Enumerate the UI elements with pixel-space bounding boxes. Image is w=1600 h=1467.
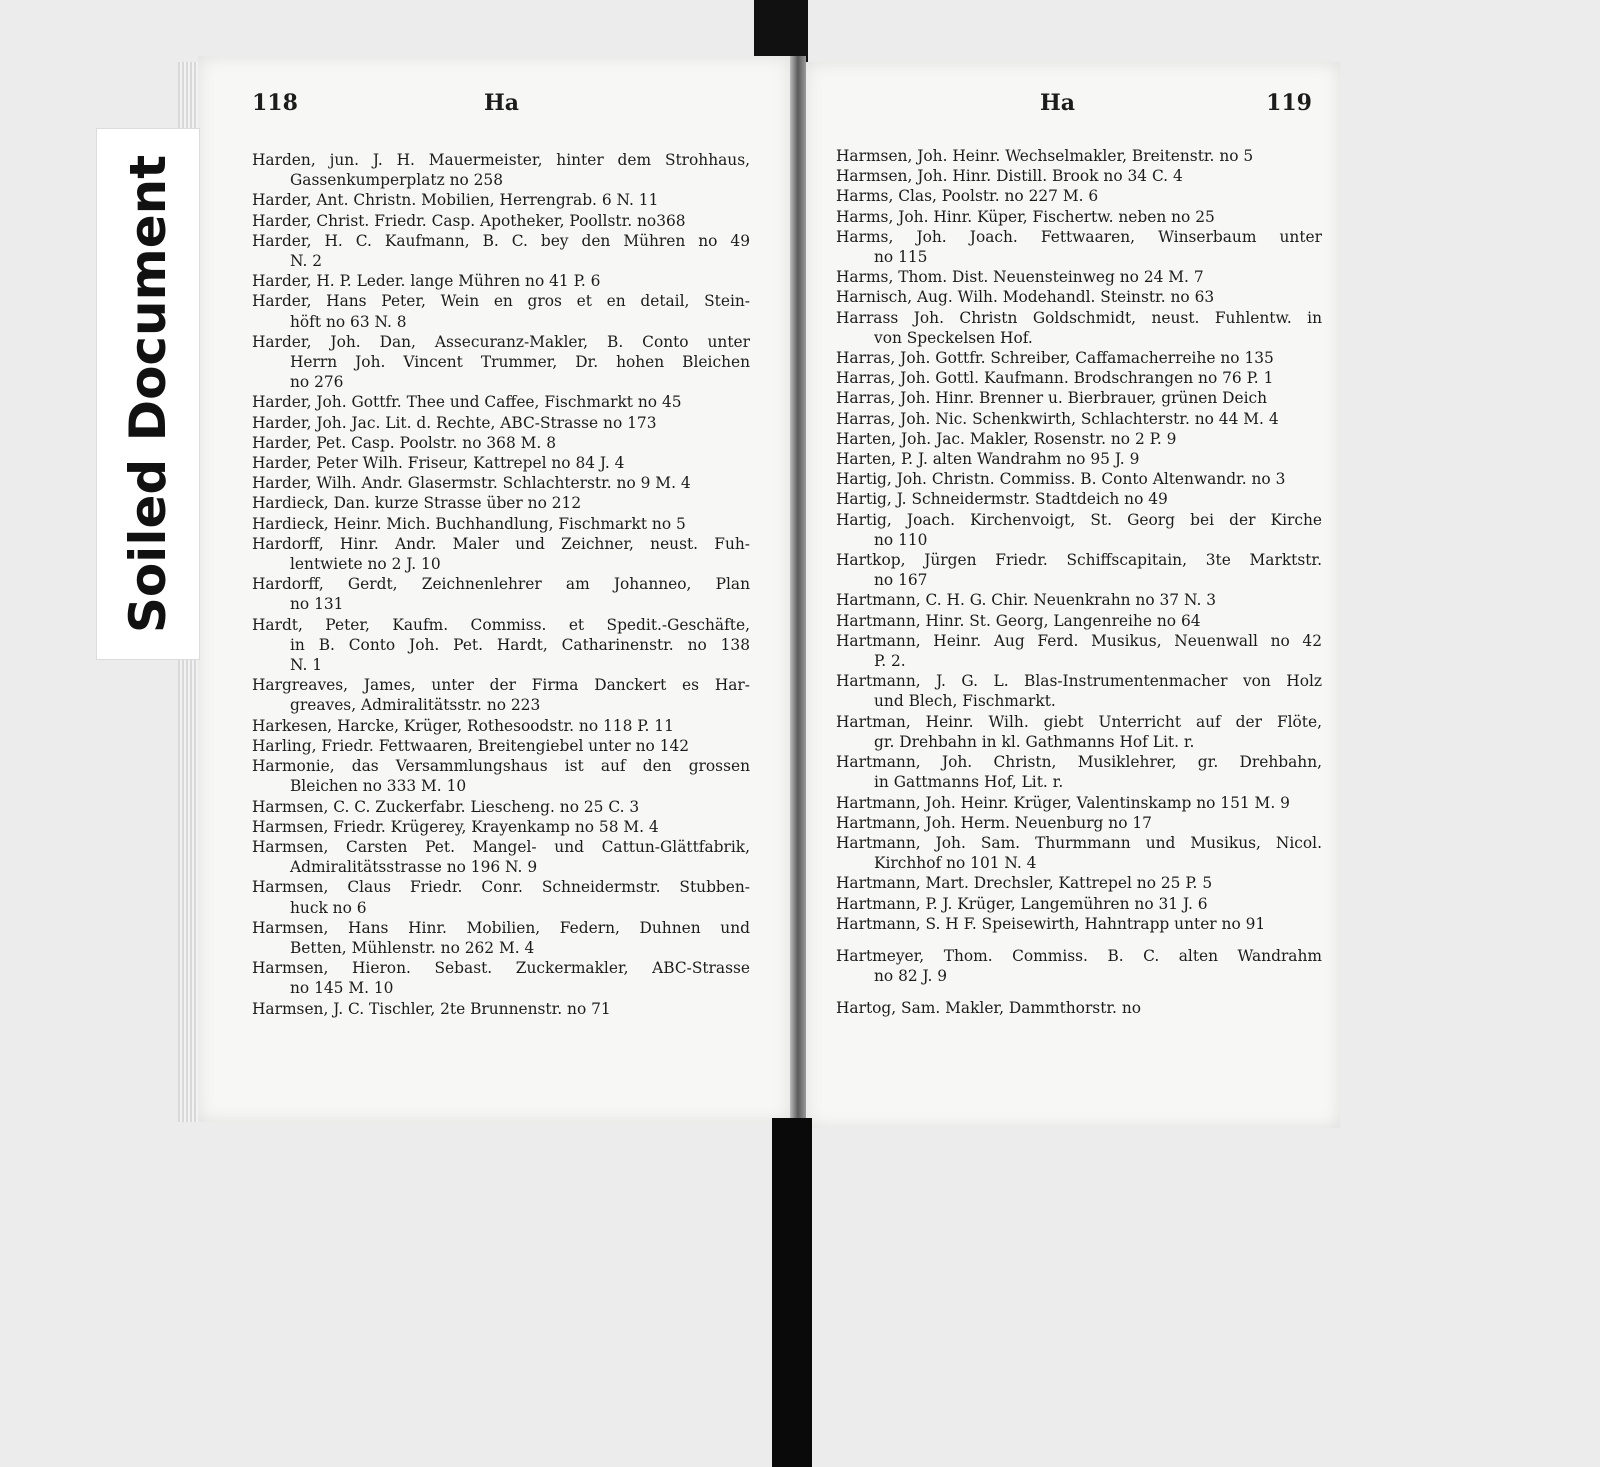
entry-line: Harmonie, das Versammlungshaus ist auf den grossen bbox=[252, 757, 750, 776]
left-page-running-head: Ha bbox=[484, 90, 520, 116]
directory-entry bbox=[836, 287, 1322, 307]
entry-line: Harrass Joh. Christn Goldschmidt, neust. Fuhlentw. in bbox=[836, 308, 1322, 327]
entry-continuation-line: no 276 bbox=[290, 373, 344, 392]
entry-line: Harras, Joh. Hinr. Brenner u. Bierbrauer, grünen Deich bbox=[836, 389, 1268, 408]
directory-entry bbox=[836, 712, 1322, 752]
entry-continuation-line: no 131 bbox=[290, 595, 344, 614]
directory-entry bbox=[836, 833, 1322, 873]
directory-entry bbox=[252, 797, 750, 817]
entry-line: Harder, Peter Wilh. Friseur, Kattrepel no 84 J. 4 bbox=[252, 454, 625, 473]
entry-line: Harmsen, Joh. Heinr. Wechselmakler, Breitenstr. no 5 bbox=[836, 147, 1254, 165]
directory-entry bbox=[836, 793, 1322, 813]
entry-line: Harden, jun. J. H. Mauermeister, hinter dem Strohhaus, bbox=[252, 151, 750, 169]
directory-entry bbox=[252, 392, 750, 412]
entry-line: Hartkop, Jürgen Friedr. Schiffscapitain, 3te Marktstr. bbox=[836, 551, 1322, 570]
entry-continuation-line: no 82 J. 9 bbox=[874, 967, 948, 986]
entry-continuation-line: no 115 bbox=[874, 248, 928, 267]
entry-continuation-line: no 110 bbox=[874, 530, 928, 549]
right-page-number: 119 bbox=[1266, 90, 1312, 116]
directory-entry bbox=[836, 489, 1322, 509]
entry-line: Hartman, Heinr. Wilh. giebt Unterricht auf der Flöte, bbox=[836, 712, 1322, 731]
entry-line: Hartig, J. Schneidermstr. Stadtdeich no 49 bbox=[836, 490, 1168, 509]
entry-continuation-line: N. 1 bbox=[290, 656, 323, 675]
directory-entry bbox=[836, 590, 1322, 610]
entry-continuation-line: no 145 M. 10 bbox=[290, 979, 394, 998]
entry-line: Harmsen, Hans Hinr. Mobilien, Federn, Duhnen und bbox=[252, 918, 750, 937]
entry-line: Hartig, Joach. Kirchenvoigt, St. Georg bei der Kirche bbox=[836, 510, 1322, 529]
directory-entry bbox=[836, 186, 1322, 206]
entry-line: Hartog, Sam. Makler, Dammthorstr. no bbox=[836, 999, 1142, 1018]
directory-entry bbox=[252, 453, 750, 473]
entry-line: Harras, Joh. Gottl. Kaufmann. Brodschrangen no 76 P. 1 bbox=[836, 369, 1274, 388]
entry-line: Harder, Hans Peter, Wein en gros et en detail, Stein- bbox=[252, 292, 750, 311]
entry-line: Harmsen, C. C. Zuckerfabr. Liescheng. no 25 C. 3 bbox=[252, 797, 640, 816]
directory-entry bbox=[836, 873, 1322, 893]
directory-entry bbox=[252, 534, 750, 574]
entry-continuation-line: Gassenkumperplatz no 258 bbox=[290, 171, 504, 190]
entry-line: Hargreaves, James, unter der Firma Danckert es Har- bbox=[252, 676, 750, 695]
right-page-running-head: Ha bbox=[1040, 90, 1076, 116]
directory-entry bbox=[252, 413, 750, 433]
entry-continuation-line: höft no 63 N. 8 bbox=[290, 312, 407, 331]
directory-entry bbox=[252, 291, 750, 331]
directory-entry bbox=[836, 348, 1322, 368]
entry-continuation-line: gr. Drehbahn in kl. Gathmanns Hof Lit. r. bbox=[874, 732, 1195, 751]
entry-line: Harras, Joh. Gottfr. Schreiber, Caffamacherreihe no 135 bbox=[836, 349, 1274, 368]
directory-entry bbox=[836, 813, 1322, 833]
entry-line: Harmsen, Friedr. Krügerey, Krayenkamp no 58 M. 4 bbox=[252, 817, 659, 836]
directory-entry bbox=[252, 271, 750, 291]
entry-line: Harten, Joh. Jac. Makler, Rosenstr. no 2 P. 9 bbox=[836, 429, 1177, 448]
directory-entry bbox=[252, 211, 750, 231]
entry-continuation-line: Kirchhof no 101 N. 4 bbox=[874, 854, 1037, 873]
directory-entry bbox=[252, 736, 750, 756]
entry-line: Hardieck, Heinr. Mich. Buchhandlung, Fischmarkt no 5 bbox=[252, 514, 686, 533]
directory-entry bbox=[836, 388, 1322, 408]
entry-line: Hartmeyer, Thom. Commiss. B. C. alten Wandrahm bbox=[836, 946, 1322, 965]
entry-line: Hartmann, Joh. Christn, Musiklehrer, gr. Drehbahn, bbox=[836, 753, 1322, 772]
entry-line: Hartmann, Joh. Heinr. Krüger, Valentinskamp no 151 M. 9 bbox=[836, 793, 1290, 812]
directory-entry bbox=[252, 231, 750, 271]
entry-line: Hartmann, Joh. Sam. Thurmmann und Musikus, Nicol. bbox=[836, 833, 1322, 852]
entry-line: Harten, P. J. alten Wandrahm no 95 J. 9 bbox=[836, 450, 1140, 469]
entry-line: Harms, Thom. Dist. Neuensteinweg no 24 M. 7 bbox=[836, 268, 1204, 287]
directory-entry bbox=[836, 227, 1322, 267]
left-page-entries bbox=[252, 150, 750, 1019]
directory-entry bbox=[836, 946, 1322, 986]
entry-line: Hardt, Peter, Kaufm. Commiss. et Spedit.-Geschäfte, bbox=[252, 615, 750, 634]
entry-continuation-line: greaves, Admiralitätsstr. no 223 bbox=[290, 696, 541, 715]
entry-line: Harras, Joh. Nic. Schenkwirth, Schlachterstr. no 44 M. 4 bbox=[836, 409, 1279, 428]
directory-entry bbox=[252, 332, 750, 393]
entry-continuation-line: P. 2. bbox=[874, 652, 906, 671]
directory-entry bbox=[836, 166, 1322, 186]
entry-line: Hartig, Joh. Christn. Commiss. B. Conto Altenwandr. no 3 bbox=[836, 470, 1286, 489]
directory-entry bbox=[836, 146, 1322, 166]
binding-strip-bottom bbox=[772, 1118, 812, 1467]
entry-line: Hartmann, S. H F. Speisewirth, Hahntrapp unter no 91 bbox=[836, 914, 1266, 933]
directory-entry bbox=[836, 510, 1322, 550]
entry-line: Hartmann, Joh. Herm. Neuenburg no 17 bbox=[836, 813, 1152, 832]
entry-line: Harmsen, Claus Friedr. Conr. Schneidermstr. Stubben- bbox=[252, 878, 750, 897]
directory-entry bbox=[836, 409, 1322, 429]
entry-line: Hardorff, Gerdt, Zeichnenlehrer am Johanneo, Plan bbox=[252, 575, 750, 594]
entry-line: Harnisch, Aug. Wilh. Modehandl. Steinstr. no 63 bbox=[836, 288, 1215, 307]
entry-line: Harms, Joh. Joach. Fettwaaren, Winserbaum unter bbox=[836, 227, 1322, 246]
directory-entry bbox=[836, 550, 1322, 590]
directory-entry bbox=[252, 514, 750, 534]
entry-continuation-line: no 167 bbox=[874, 571, 928, 590]
directory-entry bbox=[836, 368, 1322, 388]
right-page-header bbox=[806, 62, 1340, 116]
directory-entry bbox=[836, 308, 1322, 348]
entry-continuation-line: in B. Conto Joh. Pet. Hardt, Catharinenstr. no 138 bbox=[290, 635, 750, 654]
directory-entry bbox=[252, 433, 750, 453]
entry-line: Harmsen, J. C. Tischler, 2te Brunnenstr. no 71 bbox=[252, 999, 611, 1018]
entry-line: Harder, Pet. Casp. Poolstr. no 368 M. 8 bbox=[252, 433, 556, 452]
entry-continuation-line: und Blech, Fischmarkt. bbox=[874, 692, 1056, 711]
directory-entry bbox=[252, 473, 750, 493]
directory-entry bbox=[836, 998, 1322, 1018]
entry-line: Hardieck, Dan. kurze Strasse über no 212 bbox=[252, 494, 582, 513]
entry-line: Harder, Wilh. Andr. Glasermstr. Schlachterstr. no 9 M. 4 bbox=[252, 474, 691, 493]
directory-entry bbox=[252, 190, 750, 210]
directory-entry bbox=[252, 958, 750, 998]
entry-continuation-line: Betten, Mühlenstr. no 262 M. 4 bbox=[290, 938, 535, 957]
entry-continuation-line: Herrn Joh. Vincent Trummer, Dr. hohen Bleichen bbox=[290, 353, 750, 372]
entry-line: Hartmann, Heinr. Aug Ferd. Musikus, Neuenwall no 42 bbox=[836, 631, 1322, 650]
entry-line: Harmsen, Joh. Hinr. Distill. Brook no 34 C. 4 bbox=[836, 167, 1183, 186]
left-page bbox=[198, 56, 790, 1122]
directory-entry bbox=[836, 449, 1322, 469]
entry-spacer bbox=[836, 934, 1322, 946]
directory-entry bbox=[836, 914, 1322, 934]
entry-continuation-line: lentwiete no 2 J. 10 bbox=[290, 555, 441, 574]
right-page bbox=[806, 62, 1340, 1128]
open-book bbox=[178, 56, 1348, 1126]
entry-spacer bbox=[836, 986, 1322, 998]
entry-continuation-line: von Speckelsen Hof. bbox=[874, 328, 1033, 347]
entry-line: Hartmann, J. G. L. Blas-Instrumentenmacher von Holz bbox=[836, 672, 1322, 691]
directory-entry bbox=[836, 429, 1322, 449]
entry-line: Harkesen, Harcke, Krüger, Rothesoodstr. no 118 P. 11 bbox=[252, 716, 674, 735]
entry-line: Harder, Joh. Jac. Lit. d. Rechte, ABC-Strasse no 173 bbox=[252, 413, 657, 432]
entry-continuation-line: in Gattmanns Hof, Lit. r. bbox=[874, 773, 1064, 792]
entry-line: Harmsen, Hieron. Sebast. Zuckermakler, ABC-Strasse bbox=[252, 959, 750, 978]
entry-line: Harms, Clas, Poolstr. no 227 M. 6 bbox=[836, 187, 1099, 206]
directory-entry bbox=[252, 675, 750, 715]
entry-line: Harder, H. C. Kaufmann, B. C. bey den Mühren no 49 bbox=[252, 231, 750, 250]
directory-entry bbox=[836, 631, 1322, 671]
directory-entry bbox=[252, 918, 750, 958]
directory-entry bbox=[836, 671, 1322, 711]
soiled-document-stamp bbox=[96, 128, 200, 660]
directory-entry bbox=[252, 615, 750, 676]
entry-line: Harder, Christ. Friedr. Casp. Apotheker, Poollstr. no368 bbox=[252, 211, 686, 230]
entry-continuation-line: Bleichen no 333 M. 10 bbox=[290, 777, 467, 796]
entry-line: Harder, Joh. Gottfr. Thee und Caffee, Fischmarkt no 45 bbox=[252, 393, 682, 412]
directory-entry bbox=[836, 207, 1322, 227]
left-page-header bbox=[198, 56, 790, 116]
entry-line: Hartmann, P. J. Krüger, Langemühren no 31 J. 6 bbox=[836, 894, 1208, 913]
entry-line: Hardorff, Hinr. Andr. Maler und Zeichner, neust. Fuh- bbox=[252, 534, 750, 553]
directory-entry bbox=[252, 877, 750, 917]
entry-continuation-line: huck no 6 bbox=[290, 898, 367, 917]
directory-entry bbox=[836, 611, 1322, 631]
directory-entry bbox=[836, 894, 1322, 914]
left-page-number: 118 bbox=[252, 90, 298, 116]
entry-line: Harling, Friedr. Fettwaaren, Breitengiebel unter no 142 bbox=[252, 736, 690, 755]
entry-line: Harder, H. P. Leder. lange Mühren no 41 P. 6 bbox=[252, 272, 601, 291]
directory-entry bbox=[252, 837, 750, 877]
directory-entry bbox=[252, 150, 750, 190]
book-gutter bbox=[790, 56, 806, 1126]
entry-line: Harder, Joh. Dan, Assecuranz-Makler, B. Conto unter bbox=[252, 332, 750, 351]
entry-line: Harder, Ant. Christn. Mobilien, Herrengrab. 6 N. 11 bbox=[252, 191, 659, 210]
entry-line: Harmsen, Carsten Pet. Mangel- und Cattun-Glättfabrik, bbox=[252, 837, 750, 856]
stamp-label: Soiled Document bbox=[119, 154, 177, 634]
directory-entry bbox=[252, 999, 750, 1019]
entry-line: Hartmann, Hinr. St. Georg, Langenreihe no 64 bbox=[836, 611, 1201, 630]
entry-continuation-line: N. 2 bbox=[290, 252, 323, 271]
directory-entry bbox=[252, 716, 750, 736]
directory-entry bbox=[252, 756, 750, 796]
directory-entry bbox=[252, 493, 750, 513]
entry-line: Harms, Joh. Hinr. Küper, Fischertw. neben no 25 bbox=[836, 207, 1215, 226]
directory-entry bbox=[836, 267, 1322, 287]
directory-entry bbox=[836, 469, 1322, 489]
entry-continuation-line: Admiralitätsstrasse no 196 N. 9 bbox=[290, 858, 538, 877]
directory-entry bbox=[836, 752, 1322, 792]
entry-line: Hartmann, C. H. G. Chir. Neuenkrahn no 37 N. 3 bbox=[836, 591, 1217, 610]
directory-entry bbox=[252, 817, 750, 837]
directory-entry bbox=[252, 574, 750, 614]
entry-line: Hartmann, Mart. Drechsler, Kattrepel no 25 P. 5 bbox=[836, 874, 1213, 893]
right-page-entries bbox=[836, 146, 1322, 1019]
